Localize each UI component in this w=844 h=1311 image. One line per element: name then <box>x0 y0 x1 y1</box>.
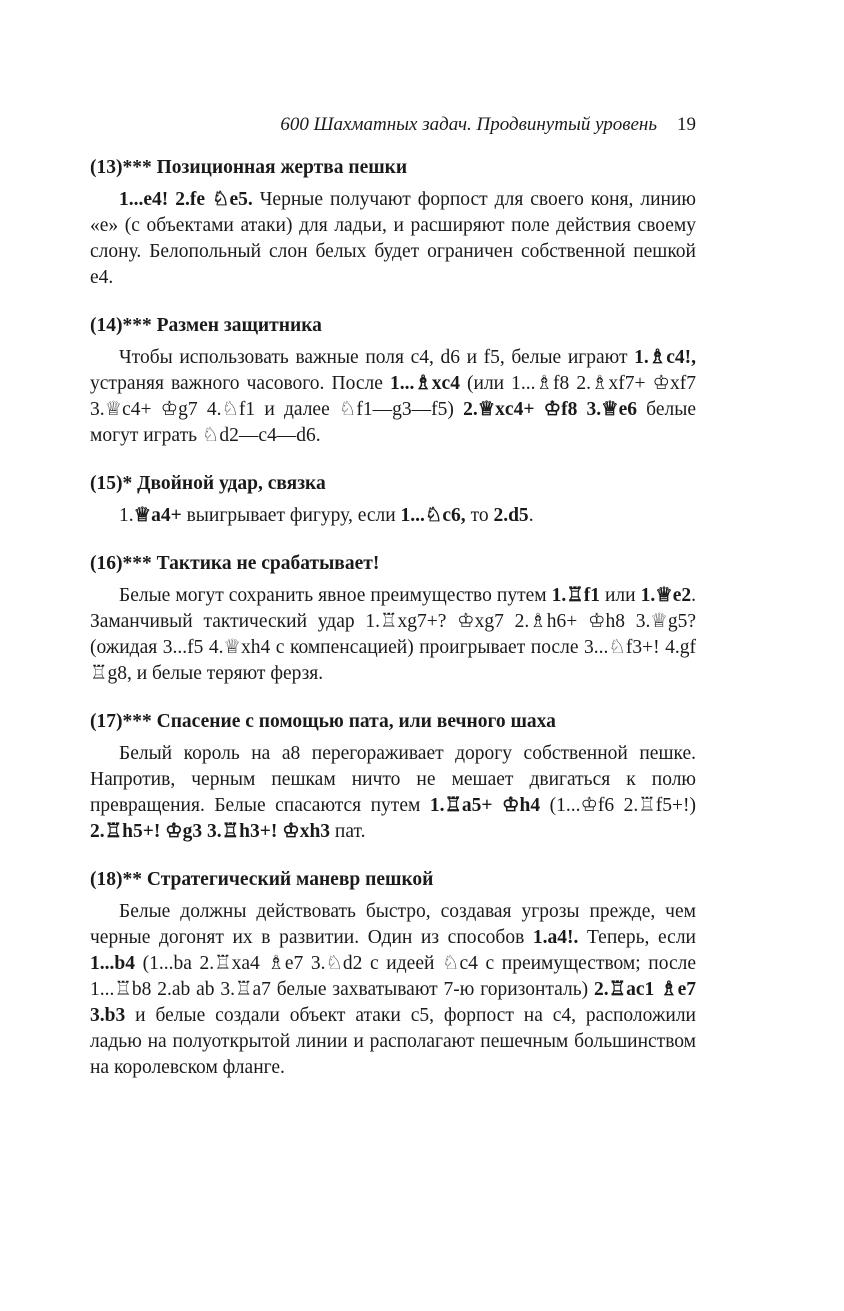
text-run: (1...ba 2.♖xa4 ♗e7 3.♘d2 с идеей ♘c4 с преимуществом; после 1...♖b8 2.ab ab 3.♖a7 белые захватывают 7-ю горизонталь) <box>90 953 696 1000</box>
move-notation: 2.♖ac1 ♗e7 3.b3 <box>90 979 696 1026</box>
problem-text <box>90 583 696 687</box>
problem-15 <box>90 471 696 529</box>
problem-text <box>90 899 696 1081</box>
problem-heading: (16)*** Тактика не срабатывает! <box>90 553 380 574</box>
move-notation: 1.♕e2 <box>640 585 692 606</box>
problem-heading: (17)*** Спасение с помощью пата, или вечного шаха <box>90 711 556 732</box>
text-run: (1...♔f6 2.♖f5+!) <box>540 795 696 816</box>
running-header <box>90 112 696 138</box>
problem-text <box>90 741 696 845</box>
problem-heading: (18)** Стратегический маневр пешкой <box>90 869 434 890</box>
move-notation: 2.d5 <box>493 505 529 526</box>
problem-18 <box>90 867 696 1081</box>
problem-14 <box>90 313 696 449</box>
move-notation: 1...b4 <box>90 953 135 974</box>
text-run: Теперь, если <box>578 927 696 948</box>
problem-text <box>90 345 696 449</box>
text-run: устраняя важного часового. После <box>90 373 390 394</box>
problem-text <box>90 503 696 529</box>
move-notation: 2.♕xc4+ ♔f8 3.♕e6 <box>463 399 638 420</box>
text-run: (или 1...♗f8 2.♗xf7+ ♔xf7 3.♕c4+ ♔g7 4.♘f1 и далее ♘f1—g3—f5) <box>90 373 696 420</box>
text-run: 1. <box>119 505 134 526</box>
problem-heading: (15)* Двойной удар, связка <box>90 473 326 494</box>
move-notation: 1.♗c4!, <box>634 347 696 368</box>
text-run: белые могут играть ♘d2—c4—d6. <box>90 399 696 446</box>
problem-text <box>90 187 696 291</box>
move-notation: 2.♖h5+! ♔g3 3.♖h3+! ♔xh3 <box>90 821 331 842</box>
book-page <box>90 112 696 1103</box>
text-run: Белые могут сохранить явное преимущество путем <box>119 585 552 606</box>
problem-heading: (14)*** Размен защитника <box>90 315 322 336</box>
text-run: Белые должны действовать быстро, создавая угрозы прежде, чем черные догонят их в развитии. Один из способов <box>90 901 696 948</box>
move-notation: 1...♗xc4 <box>389 373 460 394</box>
move-notation: 1.♖a5+ ♔h4 <box>429 795 541 816</box>
text-run: Белый король на a8 перегораживает дорогу собственной пешке. Напротив, черным пешкам ничто не мешает двигаться к полю превращения. Белые спасаются путем <box>90 743 696 816</box>
move-notation: 1...♘c6, <box>400 505 466 526</box>
page-number: 19 <box>677 114 696 135</box>
text-run: или <box>599 585 641 606</box>
move-notation: 1...e4! 2.fe ♘e5. <box>119 189 253 210</box>
text-run: Черные получают форпост для своего коня, линию «e» (с объектами атаки) для ладьи, и расширяют поле действия своему слону. Белопольный слон белых будет ограничен собственной пешкой e4. <box>90 189 696 288</box>
text-run: пат. <box>330 821 366 842</box>
text-run: Чтобы использовать важные поля c4, d6 и f5, белые играют <box>119 347 635 368</box>
move-notation: 1.a4!. <box>532 927 579 948</box>
problem-17 <box>90 709 696 845</box>
problem-16 <box>90 551 696 687</box>
move-notation: ♕a4+ <box>133 505 182 526</box>
text-run: выигрывает фигуру, если <box>181 505 401 526</box>
text-run: и белые создали объект атаки c5, форпост на c4, расположили ладью на полуоткрытой линии и располагают пешечным большинством на королевском фланге. <box>90 1005 696 1078</box>
problem-13 <box>90 155 696 291</box>
move-notation: 1.♖f1 <box>551 585 600 606</box>
text-run: . Заманчивый тактический удар 1.♖xg7+? ♔xg7 2.♗h6+ ♔h8 3.♕g5? (ожидая 3...f5 4.♕xh4 с компенсацией) проигрывает после 3...♘f3+! 4.gf ♖g8, и белые теряют ферзя. <box>90 585 697 684</box>
text-run: . <box>528 505 534 526</box>
book-title: 600 Шахматных задач. Продвинутый уровень <box>280 114 657 135</box>
text-run: то <box>465 505 494 526</box>
problem-heading: (13)*** Позиционная жертва пешки <box>90 157 408 178</box>
